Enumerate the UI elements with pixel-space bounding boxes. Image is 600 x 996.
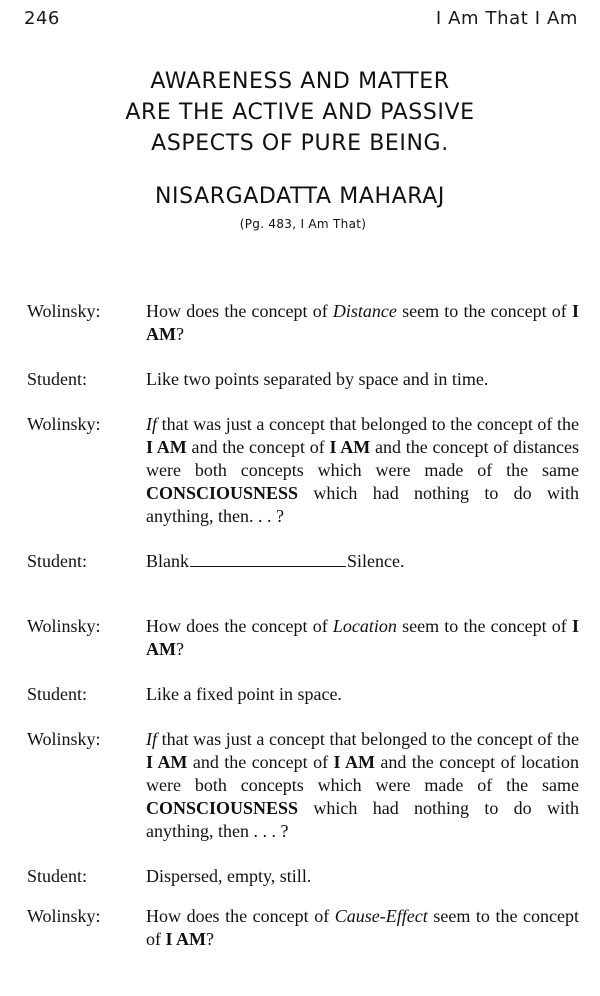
speech-bold: CONSCIOUSNESS bbox=[146, 483, 299, 503]
speaker-label: Student: bbox=[27, 369, 88, 389]
speech-run: seem to the concept of bbox=[396, 301, 572, 321]
dialogue-entry bbox=[27, 683, 579, 706]
speech-run: How does the concept of bbox=[146, 301, 333, 321]
dialogue-entry bbox=[27, 728, 579, 843]
speech-text bbox=[146, 550, 579, 573]
dialogue-entry bbox=[27, 865, 579, 888]
speech-italic: Cause-Effect bbox=[334, 906, 428, 926]
speech-italic: Distance bbox=[332, 301, 397, 321]
epigraph-line: ASPECTS OF PURE BEING. bbox=[151, 131, 449, 156]
speech-bold: I AM bbox=[146, 616, 579, 659]
speech-text bbox=[146, 413, 579, 528]
speech-run: Silence. bbox=[347, 551, 405, 571]
dialogue-entry bbox=[27, 300, 579, 346]
speech-italic: If bbox=[146, 414, 157, 434]
speech-run: Blank bbox=[146, 551, 189, 571]
speech-run: Like two points separated by space and in time. bbox=[146, 369, 489, 389]
speech-bold: I AM bbox=[329, 437, 371, 457]
speaker-label: Student: bbox=[27, 866, 88, 886]
speech-run: seem to the concept of bbox=[146, 906, 579, 949]
epigraph-source: (Pg. 483, I Am That) bbox=[239, 217, 367, 231]
speaker-label: Wolinsky: bbox=[27, 414, 101, 434]
speech-bold: I AM bbox=[165, 929, 206, 949]
speaker-label: Wolinsky: bbox=[27, 616, 101, 636]
speech-text bbox=[146, 683, 579, 706]
speech-run: that was just a concept that belonged to the concept of the bbox=[157, 414, 579, 434]
speech-text bbox=[146, 865, 579, 888]
speech-run: Like a fixed point in space. bbox=[146, 684, 342, 704]
speaker-label: Wolinsky: bbox=[27, 906, 101, 926]
speech-run: ? bbox=[176, 639, 184, 659]
speech-text bbox=[146, 368, 579, 391]
speech-run: seem to the concept of bbox=[396, 616, 572, 636]
speech-run: and the concept of location were both concepts which were made of the same bbox=[146, 752, 580, 795]
dialogue-entry bbox=[27, 413, 579, 528]
speaker-label: Student: bbox=[27, 551, 88, 571]
speech-bold: I AM bbox=[146, 752, 188, 772]
epigraph-line: AWARENESS AND MATTER bbox=[150, 69, 450, 94]
epigraph bbox=[0, 66, 600, 232]
epigraph-author: NISARGADATTA MAHARAJ bbox=[154, 184, 446, 209]
speech-run: ? bbox=[206, 929, 214, 949]
speech-run: that was just a concept that belonged to the concept of the bbox=[157, 729, 579, 749]
speech-text bbox=[146, 905, 579, 951]
page-number: 246 bbox=[24, 8, 60, 29]
speech-run: which had nothing to do with anything, then. . . ? bbox=[146, 483, 579, 526]
dialogue-entry bbox=[27, 550, 579, 573]
dialogue-entry bbox=[27, 368, 579, 391]
speech-bold: CONSCIOUSNESS bbox=[146, 798, 299, 818]
speech-text bbox=[146, 615, 579, 661]
speech-run: and the concept of distances were both concepts which were made of the same bbox=[146, 437, 580, 480]
speech-run: which had nothing to do with anything, then . . . ? bbox=[146, 798, 579, 841]
blank-underline bbox=[190, 550, 346, 567]
speech-italic: If bbox=[146, 729, 157, 749]
speech-italic: Location bbox=[332, 616, 397, 636]
speaker-label: Wolinsky: bbox=[27, 729, 101, 749]
epigraph-line: ARE THE ACTIVE AND PASSIVE bbox=[125, 100, 475, 125]
speech-run: How does the concept of bbox=[146, 906, 335, 926]
speech-bold: I AM bbox=[146, 437, 187, 457]
dialogue-entry bbox=[27, 905, 579, 951]
speech-run: Dispersed, empty, still. bbox=[146, 866, 312, 886]
speech-text bbox=[146, 300, 579, 346]
speech-bold: I AM bbox=[146, 301, 579, 344]
speech-text bbox=[146, 728, 579, 843]
dialogue bbox=[27, 300, 579, 951]
speaker-label: Wolinsky: bbox=[27, 301, 101, 321]
speech-run: How does the concept of bbox=[146, 616, 333, 636]
speaker-label: Student: bbox=[27, 684, 88, 704]
speech-run: and the concept of bbox=[186, 437, 330, 457]
page-header bbox=[24, 6, 578, 36]
speech-bold: I AM bbox=[333, 752, 375, 772]
speech-run: and the concept of bbox=[187, 752, 334, 772]
dialogue-entry bbox=[27, 615, 579, 661]
running-head: I Am That I Am bbox=[435, 8, 578, 29]
speech-run: ? bbox=[176, 324, 184, 344]
